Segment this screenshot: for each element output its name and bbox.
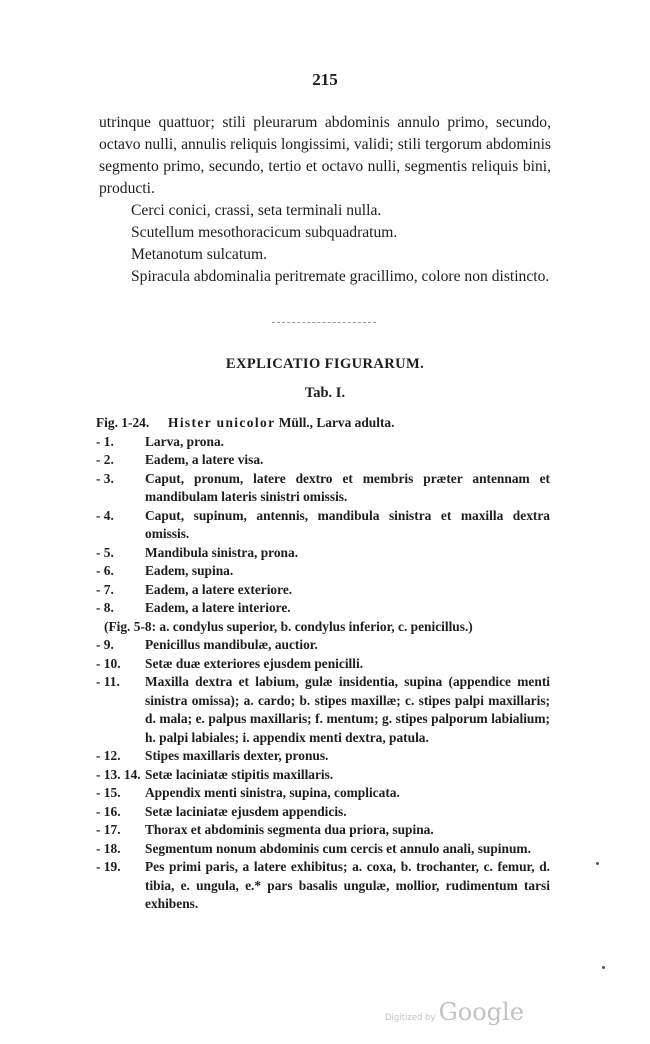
figure-number: - 19. <box>96 859 121 874</box>
figure-list <box>96 414 550 914</box>
paragraph-spiracula: Spiracula abdominalia peritremate gracillimo, colore non distincto. <box>131 268 550 285</box>
figure-item <box>96 747 550 766</box>
body-text <box>99 112 551 288</box>
figure-number: - 9. <box>96 637 114 652</box>
figure-description: Eadem, a latere visa. <box>145 452 264 467</box>
figure-number: - 10. <box>96 655 121 671</box>
figure-note: (Fig. 5-8: a. condylus superior, b. condylus inferior, c. penicillus.) <box>104 618 473 634</box>
figure-description: Caput, pronum, latere dextro et membris præter antennam et mandibulam lateris sinistri omissis. <box>145 470 550 504</box>
figure-description: Eadem, a latere interiore. <box>145 600 291 615</box>
figure-number: - 13. 14. <box>96 766 141 782</box>
paragraph-cerci: Cerci conici, crassi, seta terminali nulla. <box>131 202 382 219</box>
figure-description: Eadem, supina. <box>145 563 234 578</box>
figure-number: - 3. <box>96 470 114 486</box>
figure-number: - 5. <box>96 544 114 560</box>
figure-number: - 11. <box>96 674 120 689</box>
figure-item <box>96 655 550 674</box>
figure-description: Appendix menti sinistra, supina, complicata. <box>145 785 400 800</box>
figure-description: Thorax et abdominis segmenta dua priora, supina. <box>145 822 434 837</box>
page-number: 215 <box>312 70 338 89</box>
figure-number: - 16. <box>96 803 121 819</box>
figure-description: Setæ laciniatæ stipitis maxillaris. <box>145 766 334 782</box>
figure-item <box>96 840 550 859</box>
figure-item <box>96 673 550 747</box>
figure-item <box>96 451 550 470</box>
speck-mark <box>596 862 599 865</box>
figure-item <box>96 507 550 544</box>
figure-item <box>96 636 550 655</box>
figure-item <box>96 766 550 785</box>
figure-number: - 8. <box>96 600 114 615</box>
figure-number: - 15. <box>96 785 121 800</box>
figure-number: - 6. <box>96 563 114 578</box>
figure-description: Eadem, a latere exteriore. <box>145 581 293 597</box>
species-authority: Müll., Larva adulta. <box>275 415 395 430</box>
figure-number: - 12. <box>96 748 121 763</box>
paragraph-continued: utrinque quattuor; stili pleurarum abdominis annulo primo, secundo, octavo nulli, annulis reliquis longissimi, validi; stili tergorum abdominis segmento primo, secundo, tertio et octavo nulli, segmentis reliquis bini, producti. <box>99 114 551 197</box>
figure-description: Caput, supinum, antennis, mandibula sinistra et maxilla dextra omissis. <box>145 507 550 541</box>
figure-item <box>96 544 550 563</box>
figure-item <box>96 433 550 452</box>
paragraph-metanotum: Metanotum sulcatum. <box>131 246 267 263</box>
figure-list-head <box>96 414 550 433</box>
figure-number: Fig. 1-24. <box>96 415 150 430</box>
figure-number: - 4. <box>96 507 114 523</box>
figure-items <box>96 636 550 914</box>
plate-heading: Tab. I. <box>304 385 346 401</box>
figure-description: Stipes maxillaris dexter, pronus. <box>145 748 329 763</box>
figure-number: - 17. <box>96 822 121 837</box>
watermark-prefix: Digitized by <box>385 1013 436 1023</box>
paragraph-scutellum: Scutellum mesothoracicum subquadratum. <box>131 224 398 241</box>
section-divider <box>272 322 376 323</box>
figure-item <box>96 803 550 822</box>
figure-number: - 7. <box>96 581 114 597</box>
figure-item <box>96 858 550 914</box>
figure-description <box>168 414 550 433</box>
figure-items <box>96 433 550 618</box>
figure-description: Setæ laciniatæ ejusdem appendicis. <box>145 803 347 819</box>
figure-item <box>96 581 550 600</box>
figure-description: Pes primi paris, a latere exhibitus; a. coxa, b. trochanter, c. femur, d. tibia, e. ungula, e.* pars basalis ungulæ, mollior, rudimentum tarsi exhibens. <box>145 859 550 911</box>
figure-description: Penicillus mandibulæ, auctior. <box>145 637 318 652</box>
figure-item <box>96 470 550 507</box>
figure-number: - 1. <box>96 433 114 449</box>
figure-item <box>96 784 550 803</box>
digitized-watermark <box>385 998 524 1026</box>
figure-number: - 18. <box>96 840 121 856</box>
figure-description: Setæ duæ exteriores ejusdem penicilli. <box>145 655 364 671</box>
google-logo: Google <box>438 998 524 1026</box>
figure-item <box>96 562 550 581</box>
figure-item <box>96 599 550 618</box>
figure-description: Larva, prona. <box>145 433 224 449</box>
figure-description: Maxilla dextra et labium, gulæ insidentia, supina (appendice menti sinistra omissa); a. cardo; b. stipes maxillæ; c. stipes palpi maxillaris; d. mala; e. palpus maxillaris; f. mentum; g. stipes palporum labialium; h. palpi labiales; i. appendix menti dextra, patula. <box>145 674 550 745</box>
figure-item <box>96 821 550 840</box>
speck-mark <box>602 966 605 969</box>
section-heading: EXPLICATIO FIGURARUM. <box>225 356 425 372</box>
figure-number: - 2. <box>96 452 114 467</box>
species-name: Hister unicolor <box>168 415 276 430</box>
figure-description: Mandibula sinistra, prona. <box>145 544 299 560</box>
figure-description: Segmentum nonum abdominis cum cercis et annulo anali, supinum. <box>145 840 531 856</box>
